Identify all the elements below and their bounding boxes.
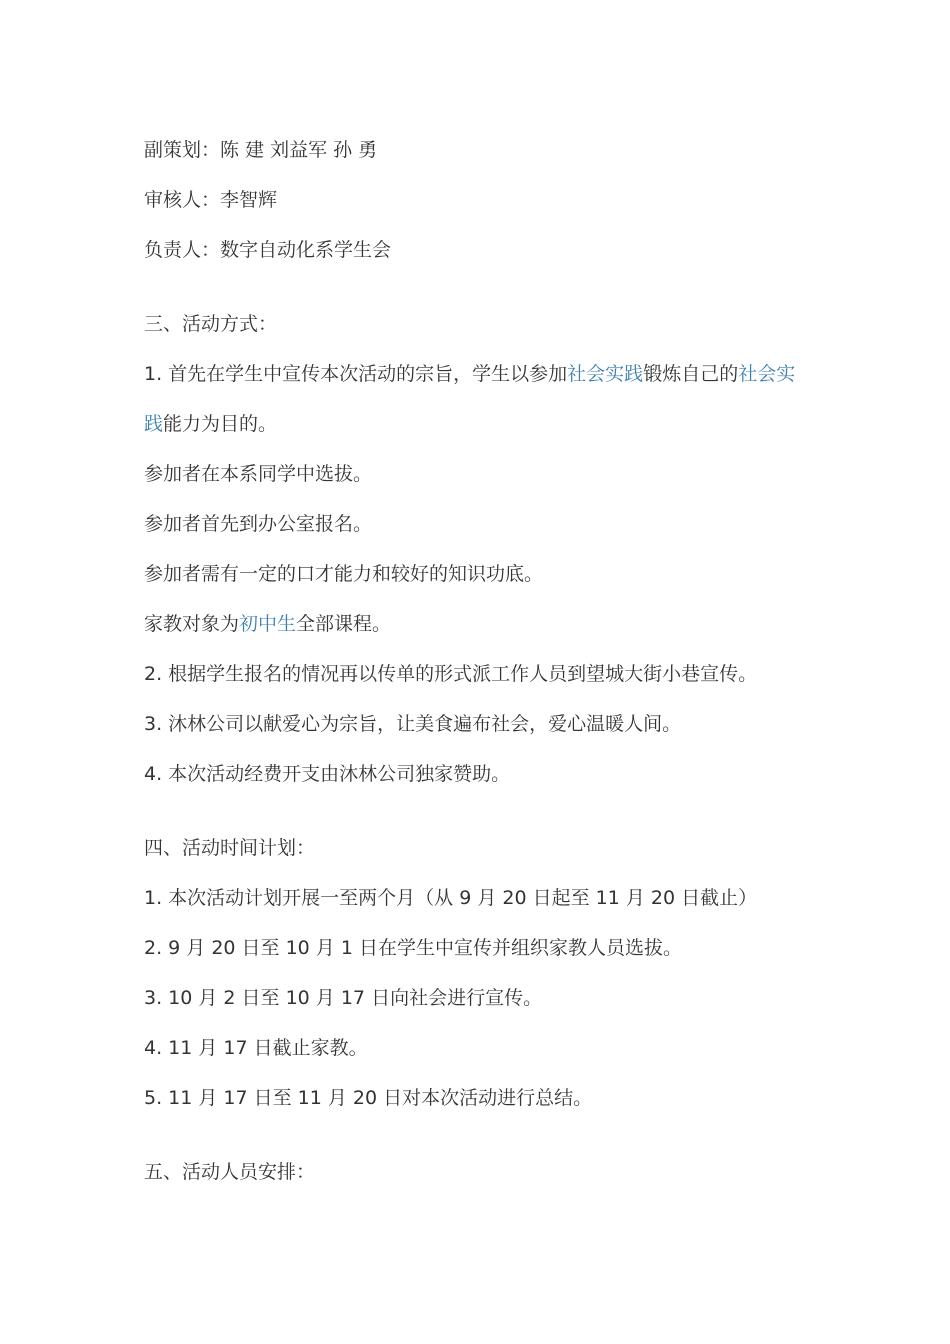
participant-selection-line: [144, 462, 372, 486]
section-heading-method: [144, 312, 277, 336]
social-practice-link[interactable]: 社会实践: [567, 363, 644, 385]
section-heading-text: 四、活动时间计划：: [144, 837, 316, 859]
section-heading-text: 五、活动人员安排：: [144, 1161, 316, 1183]
schedule-item-3: [144, 986, 542, 1010]
paragraph-text: 能力为目的。: [163, 413, 278, 435]
paragraph-text: 2. 9 月 20 日至 10 月 1 日在学生中宣传并组织家教人员选拔。: [144, 937, 682, 959]
paragraph-text: 4. 本次活动经费开支由沐林公司独家赞助。: [144, 763, 511, 785]
method-item-3: [144, 712, 681, 736]
responsible-line: [144, 238, 391, 262]
responsible-text: 负责人：数字自动化系学生会: [144, 239, 392, 261]
paragraph-text: 参加者首先到办公室报名。: [144, 513, 373, 535]
participant-registration-line: [144, 512, 372, 536]
method-item-4: [144, 762, 510, 786]
method-item-1: [144, 362, 795, 386]
section-heading-schedule: [144, 836, 315, 860]
section-heading-text: 三、活动方式：: [144, 313, 278, 335]
social-practice-link[interactable]: 践: [144, 413, 164, 435]
section-heading-staffing: [144, 1160, 315, 1184]
schedule-item-1: [144, 886, 757, 910]
social-practice-link[interactable]: 社会实: [738, 363, 796, 385]
paragraph-text: 3. 10 月 2 日至 10 月 17 日向社会进行宣传。: [144, 987, 543, 1009]
paragraph-text: 4. 11 月 17 日截止家教。: [144, 1037, 368, 1059]
schedule-item-5: [144, 1086, 592, 1110]
paragraph-text: 1. 首先在学生中宣传本次活动的宗旨，学生以参加: [144, 363, 568, 385]
paragraph-text: 参加者需有一定的口才能力和较好的知识功底。: [144, 563, 544, 585]
reviewer-line: [144, 188, 277, 212]
paragraph-text: 3. 沐林公司以献爱心为宗旨，让美食遍布社会，爱心温暖人间。: [144, 713, 682, 735]
method-item-2: [144, 662, 757, 686]
participant-requirement-line: [144, 562, 543, 586]
paragraph-text: 2. 根据学生报名的情况再以传单的形式派工作人员到望城大街小巷宣传。: [144, 663, 758, 685]
schedule-item-2: [144, 936, 682, 960]
paragraph-text: 5. 11 月 17 日至 11 月 20 日对本次活动进行总结。: [144, 1087, 593, 1109]
vice-planner-line: [144, 138, 377, 162]
paragraph-text: 参加者在本系同学中选拔。: [144, 463, 373, 485]
reviewer-text: 审核人：李智辉: [144, 189, 278, 211]
paragraph-text: 锻炼自己的: [643, 363, 739, 385]
schedule-item-4: [144, 1036, 368, 1060]
tutoring-target-line: [144, 612, 391, 636]
paragraph-text: 家教对象为: [144, 613, 240, 635]
junior-high-student-link[interactable]: 初中生: [239, 613, 297, 635]
paragraph-text: 全部课程。: [296, 613, 392, 635]
method-item-1-continued: [144, 412, 277, 436]
vice-planner-text: 副策划：陈 建 刘益军 孙 勇: [144, 139, 378, 161]
paragraph-text: 1. 本次活动计划开展一至两个月（从 9 月 20 日起至 11 月 20 日截止）: [144, 887, 758, 909]
